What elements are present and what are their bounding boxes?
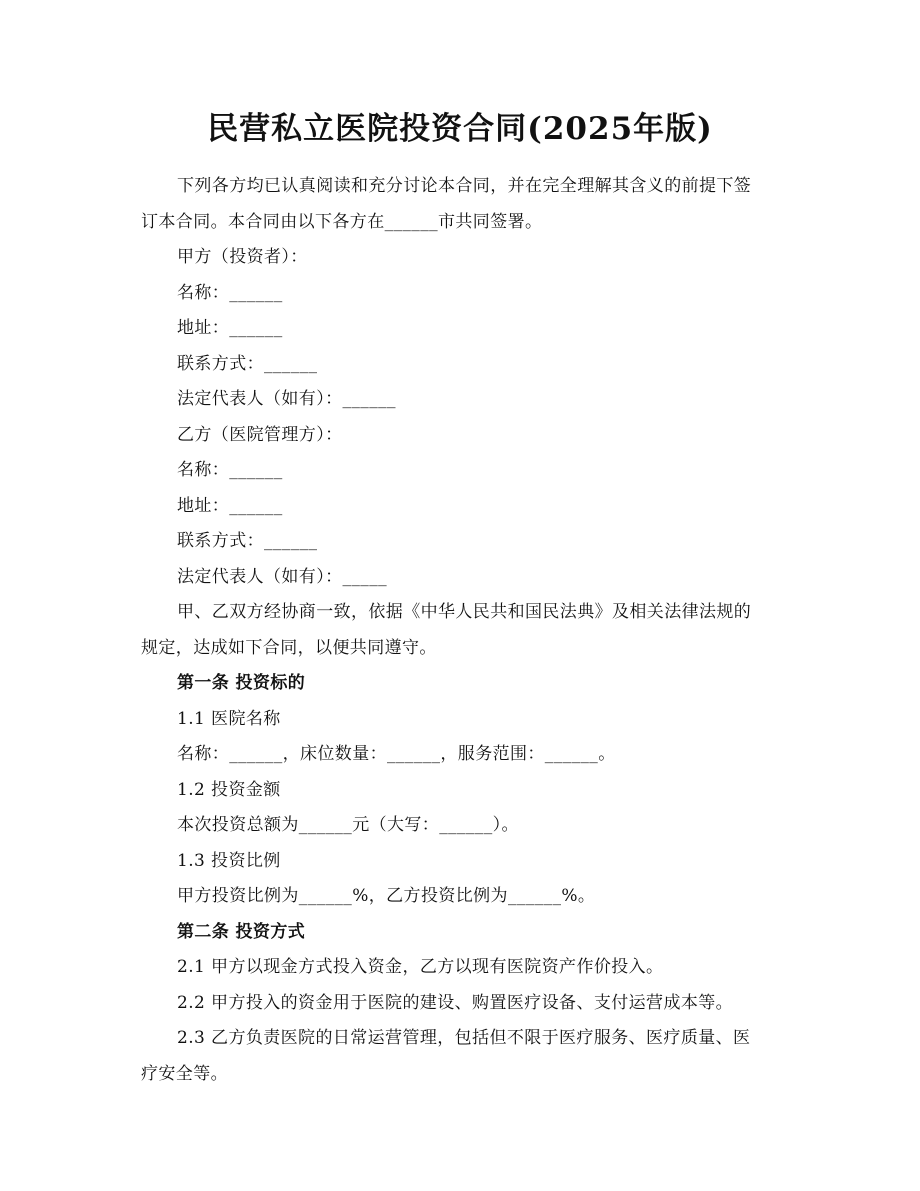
intro-line-1: 下列各方均已认真阅读和充分讨论本合同，并在完全理解其含义的前提下签 bbox=[177, 176, 752, 196]
clause-1-1-heading: 1.1 医院名称 bbox=[177, 708, 281, 729]
agreement-line-2: 规定，达成如下合同，以便共同遵守。 bbox=[141, 637, 437, 658]
party-a-name: 名称：______ bbox=[177, 282, 283, 303]
article-1-heading: 第一条 投资标的 bbox=[177, 673, 306, 693]
party-b-name: 名称：______ bbox=[177, 460, 283, 480]
clause-2-3-text-line-2: 疗安全等。 bbox=[141, 1063, 228, 1084]
clause-1-2-heading: 1.2 投资金额 bbox=[177, 779, 281, 800]
party-b-representative: 法定代表人（如有）：_____ bbox=[177, 566, 387, 587]
clause-2-1-text: 2.1 甲方以现金方式投入资金，乙方以现有医院资产作价投入。 bbox=[177, 957, 664, 977]
party-a-contact: 联系方式：______ bbox=[177, 353, 318, 374]
party-a-heading: 甲方（投资者）： bbox=[177, 247, 308, 267]
clause-1-3-text: 甲方投资比例为______%，乙方投资比例为______%。 bbox=[177, 886, 596, 906]
clause-1-3-heading: 1.3 投资比例 bbox=[177, 850, 281, 871]
document-body bbox=[141, 169, 781, 1092]
clause-1-2-text: 本次投资总额为______元（大写：______）。 bbox=[177, 815, 519, 835]
clause-2-3-text-line-1: 2.3 乙方负责医院的日常运营管理，包括但不限于医疗服务、医疗质量、医 bbox=[177, 1028, 751, 1048]
party-b-contact: 联系方式：______ bbox=[177, 531, 318, 551]
agreement-line-1: 甲、乙双方经协商一致，依据《中华人民共和国民法典》及相关法律法规的 bbox=[177, 602, 752, 622]
party-a-address: 地址：______ bbox=[177, 318, 283, 338]
party-a-representative: 法定代表人（如有）：______ bbox=[177, 389, 396, 409]
intro-line-2: 订本合同。本合同由以下各方在______市共同签署。 bbox=[141, 211, 543, 232]
party-b-address: 地址：______ bbox=[177, 495, 283, 516]
article-2-heading: 第二条 投资方式 bbox=[177, 921, 306, 942]
party-b-heading: 乙方（医院管理方）： bbox=[177, 424, 343, 445]
clause-1-1-text: 名称：______，床位数量：______，服务范围：______。 bbox=[177, 744, 616, 764]
clause-2-2-text: 2.2 甲方投入的资金用于医院的建设、购置医疗设备、支付运营成本等。 bbox=[177, 992, 734, 1013]
document-title: 民营私立医院投资合同(2025年版) bbox=[207, 111, 713, 147]
